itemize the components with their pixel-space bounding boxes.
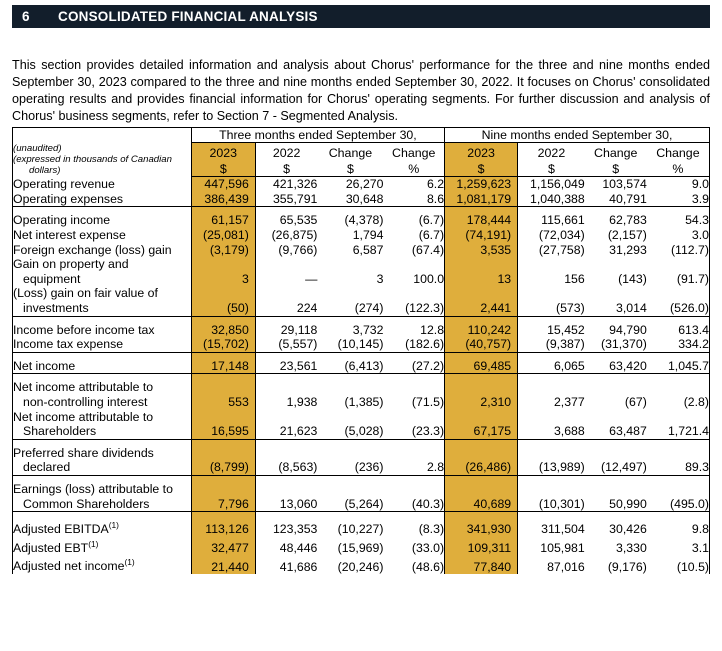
row-label-line1: Adjusted EBITDA [13,522,109,537]
table-cell: (10.5) [676,559,709,574]
table-row [13,518,709,537]
row-label-line1: Operating expenses [13,191,124,206]
table-cell: (25,081) [191,228,255,243]
row-label-line1: Foreign exchange (loss) gain [13,242,172,257]
row-label [13,243,191,258]
table-cell: 103,574 [602,177,647,192]
table-cell: (9,176) [607,559,647,574]
table-cell: 3.1 [691,540,709,555]
col-unit-3m-2023: $ [191,160,255,177]
table-cell: 123,353 [272,522,318,537]
table-row [13,446,709,475]
note-line-dollars: dollars) [29,165,61,177]
row-label [13,518,191,537]
table-row [13,228,709,243]
row-label [13,213,191,228]
table-cell: 100.0 [413,271,445,286]
table-cell: (9,766) [278,242,318,257]
table-cell: 3 [376,271,384,286]
table-cell: (15,969) [337,540,384,555]
footnote-marker: (1) [124,557,135,568]
col-unit-3m-2022: $ [255,160,317,177]
table-cell: 3 [191,257,255,286]
table-cell: (3,179) [191,243,255,258]
table-cell: 29,118 [280,322,318,337]
table-row [13,537,709,556]
table-cell: (10,145) [337,337,384,352]
table-cell: 6,065 [553,358,585,373]
col-unit-9m-2023: $ [445,160,518,177]
table-cell: 334.2 [678,337,709,352]
table-cell: (5,028) [344,424,384,439]
table-cell: (6.7) [418,213,445,228]
table-cell: (6.7) [418,228,445,242]
row-label [13,177,191,192]
table-cell: 1,721.4 [667,424,709,439]
row-label [13,380,191,409]
table-cell: (1,385) [344,394,384,409]
table-cell: 3,535 [445,243,518,258]
table-cell: 94,790 [609,322,647,337]
table-cell: (9,387) [545,337,585,352]
col-header-3m-2023-year: 2023 [191,143,255,160]
table-cell: 386,439 [191,192,255,207]
table-cell: 1,045.7 [667,358,709,373]
table-cell: (122.3) [405,300,445,315]
table-cell: 21,440 [191,555,255,574]
table-cell: 65,535 [279,213,318,228]
table-row [13,286,709,315]
table-body [13,177,709,574]
footnote-marker: (1) [88,538,99,549]
table-units-note [13,143,191,177]
row-label-line1: Adjusted EBT [13,540,89,555]
col-header-3m-2022-year: 2022 [272,145,301,160]
row-label-line1: Operating revenue [13,177,115,192]
table-cell: 3,014 [616,300,647,315]
table-cell: (72,034) [538,228,585,242]
table-cell: 1,081,179 [445,192,518,207]
table-cell: (10,301) [538,496,585,511]
section-number: 6 [22,9,30,24]
row-label-line2: Shareholders [23,424,97,439]
table-row [13,555,709,574]
table-cell: 15,452 [547,322,585,337]
col-unit-3m-change-pct: % [383,160,444,177]
row-label-line2: Common Shareholders [23,496,150,511]
table-cell: (8,563) [278,460,318,475]
table-cell: 178,444 [445,213,518,228]
table-cell: 1,794 [352,228,384,242]
col-unit-9m-change-dollar: $ [585,160,647,177]
table-cell: 61,157 [191,213,255,228]
table-cell: 2.8 [426,460,445,475]
table-cell: 1,938 [286,394,318,409]
table-cell: (50) [191,286,255,315]
table-cell: 32,477 [191,537,255,556]
table-cell: (48.6) [411,559,445,574]
row-label [13,257,191,286]
table-cell: 8.6 [426,191,445,206]
table-cell: (40,757) [445,337,518,352]
table-cell: (573) [556,300,585,315]
table-cell: 50,990 [609,496,647,511]
consolidated-financial-table [13,128,709,574]
table-cell: (27,758) [538,242,585,257]
table-cell: (526.0) [670,300,709,315]
row-label-line1: Net interest expense [13,228,126,242]
row-label [13,323,191,338]
table-cell: (10,227) [337,522,384,537]
table-cell: (91.7) [676,271,709,286]
table-cell: 54.3 [685,213,709,228]
footnote-marker: (1) [108,520,119,531]
table-cell: 6,587 [352,242,384,257]
table-cell: 115,661 [541,213,585,228]
table-cell: 63,487 [609,424,647,439]
row-label-line2: declared [23,460,71,475]
table-cell: (495.0) [670,496,709,511]
table-cell: 613.4 [678,322,709,337]
row-label-line2: equipment [23,271,81,286]
col-header-9m-change-pct-year: Change [656,145,700,160]
group-header-row [13,128,709,143]
table-cell: 1,259,623 [445,177,518,192]
table-cell: 17,148 [191,359,255,374]
table-cell: (15,702) [191,337,255,352]
table-cell: 2,441 [445,286,518,315]
table-cell: (8.3) [418,522,445,537]
table-cell: (31,370) [600,337,647,352]
table-row [13,380,709,409]
table-cell: 341,930 [445,518,518,537]
row-label-line2: investments [23,300,89,315]
row-label-line1: Net income attributable to [13,409,154,424]
table-cell: 6.2 [426,177,445,192]
row-label [13,192,191,207]
table-row [13,359,709,374]
table-row [13,257,709,286]
table-cell: 109,311 [445,537,518,556]
table-cell: 1,156,049 [530,177,585,192]
table-cell: (74,191) [445,228,518,243]
row-label [13,359,191,374]
col-header-9m-2022-year: 2022 [537,145,566,160]
col-header-3m-change-dollar-year: Change [328,145,373,160]
table-row [13,410,709,439]
row-label [13,228,191,243]
table-cell: (23.3) [411,424,445,439]
table-cell: 224 [296,300,318,315]
table-cell: 21,623 [279,424,318,439]
table-cell: 7,796 [191,482,255,511]
table-cell: (274) [354,300,384,315]
col-unit-3m-change-dollar: $ [317,160,383,177]
col-header-9m-2023-year: 2023 [445,143,518,160]
row-label-line1: Income tax expense [13,337,124,352]
row-label-line1: (Loss) gain on fair value of [13,286,158,301]
table-cell: 3,330 [616,540,647,555]
row-label [13,286,191,315]
row-label-line1: Income before income tax [13,322,155,337]
row-label [13,482,191,511]
table-cell: 31,293 [609,242,647,257]
table-cell: (67) [624,394,647,409]
row-label [13,410,191,439]
table-cell: (71.5) [411,394,445,409]
col-header-9m-change-dollar-year: Change [594,145,638,160]
section-header-bar [12,5,710,28]
table-cell: 89.3 [685,460,709,475]
table-cell: 32,850 [191,323,255,338]
table-cell: (182.6) [405,337,445,352]
col-unit-9m-change-pct: % [647,160,709,177]
table-cell: 13 [445,257,518,286]
intro-paragraph: This section provides detailed information and analysis about Chorus' performance for the three and nine months ended September 30, 2023 compared to the three and nine months ended September 30, 2022. It focuses on Chorus' consolidated operating results and provides financial information for Chorus' operating segments. For further discussion and analysis of Chorus' business segments, refer to Section 7 - Segmented Analysis. [12,57,710,124]
table-cell: 9.0 [691,177,709,192]
table-row [13,337,709,352]
table-row [13,482,709,511]
table-cell: 3,688 [553,424,585,439]
row-label [13,337,191,352]
table-row [13,323,709,338]
note-line-expressed: (expressed in thousands of Canadian [13,153,172,165]
row-label-line1: Adjusted net income [13,559,125,574]
table-cell: 77,840 [445,555,518,574]
table-cell: (33.0) [411,540,445,555]
column-year-row [13,143,709,160]
table-cell: 9.8 [691,522,709,537]
table-cell: (20,246) [337,559,384,574]
table-cell: 113,126 [191,518,255,537]
section-title: CONSOLIDATED FINANCIAL ANALYSIS [58,9,318,24]
table-cell: 48,446 [279,540,318,555]
row-label [13,537,191,556]
table-row [13,243,709,258]
table-cell: 1,040,388 [530,191,585,206]
table-cell: (2.8) [683,394,709,409]
table-cell: 30,426 [609,522,647,537]
table-cell: 30,648 [345,191,384,206]
table-cell: 63,420 [609,358,647,373]
table-header [13,128,709,177]
table-cell: 447,596 [191,177,255,192]
table-cell: (67.4) [411,242,445,257]
col-unit-9m-2022: $ [518,160,585,177]
row-label-line1: Operating income [13,213,111,228]
table-cell: (13,989) [538,460,585,475]
group-header-nine-months: Nine months ended September 30, [445,128,709,143]
table-row [13,192,709,207]
table-cell: 67,175 [445,410,518,439]
table-cell: 40,791 [609,191,647,206]
row-label-line2: non-controlling interest [23,394,148,409]
header-corner-blank [13,128,191,143]
table-cell: (8,799) [191,446,255,475]
row-label-line1: Earnings (loss) attributable to [13,481,173,496]
table-cell: 2,377 [553,394,585,409]
row-label-line1: Preferred share dividends [13,445,154,460]
table-cell: 12.8 [420,322,445,337]
group-header-three-months: Three months ended September 30, [191,128,444,143]
row-label-line1: Net income [13,358,76,373]
table-cell: 41,686 [279,559,318,574]
table-cell: (26,875) [271,228,318,242]
table-cell: 311,504 [541,522,585,537]
table-cell: (2,157) [607,228,647,242]
table-row [13,177,709,192]
table-cell: (27.2) [411,358,445,373]
table-cell: 3.9 [691,191,709,206]
table-cell: 3.0 [691,228,709,242]
table-cell: — [305,271,318,286]
table-cell: (12,497) [600,460,647,475]
table-cell: (26,486) [445,446,518,475]
table-cell: (112.7) [670,242,709,257]
table-cell: 421,326 [272,177,318,192]
table-cell: 355,791 [272,191,318,206]
table-row [13,213,709,228]
row-label-line1: Gain on property and [13,257,129,272]
table-cell: (5,264) [344,496,384,511]
table-cell: 69,485 [445,359,518,374]
note-line-unaudited: (unaudited) [13,142,62,154]
table-cell: 26,270 [345,177,384,192]
financial-table-container [12,127,710,574]
table-cell: 16,595 [191,410,255,439]
table-cell: 87,016 [547,559,585,574]
row-label [13,446,191,475]
table-cell: (143) [618,271,647,286]
table-cell: 40,689 [445,482,518,511]
row-label-line1: Net income attributable to [13,380,154,395]
table-cell: (5,557) [278,337,318,352]
col-header-3m-change-pct-year: Change [392,145,436,160]
table-cell: 3,732 [352,322,384,337]
table-cell: (4,378) [344,213,384,228]
table-cell: 553 [191,380,255,409]
table-cell: 156 [564,271,585,286]
table-cell: 13,060 [279,496,318,511]
table-cell: 110,242 [445,323,518,338]
table-cell: 62,783 [609,213,647,228]
table-cell: (236) [354,460,384,475]
table-cell: (6,413) [344,358,384,373]
table-cell: (40.3) [411,496,445,511]
table-cell: 105,981 [540,540,585,555]
table-cell: 23,561 [279,358,318,373]
row-label [13,555,191,574]
table-cell: 2,310 [445,380,518,409]
